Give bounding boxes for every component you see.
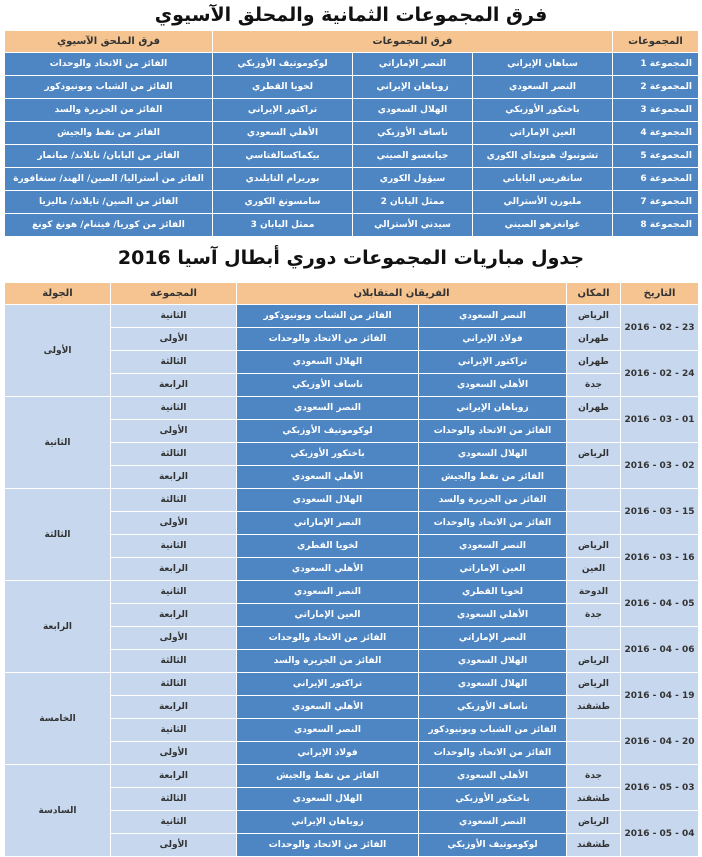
match-date: 2016 - 02 - 24	[621, 351, 699, 397]
match-away-team: النصر السعودي	[237, 397, 419, 420]
match-date: 2016 - 04 - 20	[621, 719, 699, 765]
match-venue: الرياض	[567, 811, 621, 834]
match-group: الأولى	[111, 834, 237, 857]
match-venue: الرياض	[567, 535, 621, 558]
match-round: السادسة	[5, 765, 111, 857]
match-home-team: النصر الإماراتي	[419, 627, 567, 650]
match-home-team: الأهلي السعودي	[419, 765, 567, 788]
group-row	[5, 145, 699, 168]
match-home-team: لخويا القطري	[419, 581, 567, 604]
match-date: 2016 - 03 - 01	[621, 397, 699, 443]
match-home-team: العين الإماراتي	[419, 558, 567, 581]
match-away-team: الهلال السعودي	[237, 351, 419, 374]
match-group: الثانية	[111, 397, 237, 420]
match-home-team: لوكوموتيف الأوزبكي	[419, 834, 567, 857]
groups-header-playoff: فرق الملحق الآسيوي	[5, 31, 213, 53]
match-away-team: الأهلي السعودي	[237, 558, 419, 581]
group-name: المجموعة 2	[613, 76, 699, 99]
match-home-team: الأهلي السعودي	[419, 604, 567, 627]
match-home-team: الهلال السعودي	[419, 443, 567, 466]
match-group: الثالثة	[111, 489, 237, 512]
match-row	[5, 397, 699, 420]
match-venue	[567, 420, 621, 443]
schedule-table	[4, 282, 699, 857]
match-group: الرابعة	[111, 696, 237, 719]
match-home-team: الفائز من الشباب وبونيودكور	[419, 719, 567, 742]
match-home-team: النصر السعودي	[419, 811, 567, 834]
group-playoff-team: الفائز من الصين/ تايلاند/ ماليزيا	[5, 191, 213, 214]
match-date: 2016 - 03 - 15	[621, 489, 699, 535]
match-away-team: زوباهان الإيراني	[237, 811, 419, 834]
match-group: الثالثة	[111, 351, 237, 374]
match-venue: طهران	[567, 328, 621, 351]
group-team: بيكماكسالفتاسي	[213, 145, 353, 168]
match-home-team: الفائز من الاتحاد والوحدات	[419, 512, 567, 535]
match-venue: الرياض	[567, 650, 621, 673]
match-date: 2016 - 04 - 06	[621, 627, 699, 673]
group-playoff-team: الفائز من كوريا/ فيتنام/ هونغ كونغ	[5, 214, 213, 237]
group-team: الأهلي السعودي	[213, 122, 353, 145]
group-team: تراكتور الإيراني	[213, 99, 353, 122]
groups-header-group: المجموعات	[613, 31, 699, 53]
group-row	[5, 191, 699, 214]
group-playoff-team: الفائز من الشباب وبونيودكور	[5, 76, 213, 99]
schedule-header-round: الجولة	[5, 283, 111, 305]
match-venue: العين	[567, 558, 621, 581]
match-venue: الدوحة	[567, 581, 621, 604]
match-away-team: الهلال السعودي	[237, 788, 419, 811]
match-date: 2016 - 05 - 04	[621, 811, 699, 857]
match-group: الثانية	[111, 811, 237, 834]
match-group: الأولى	[111, 420, 237, 443]
group-team: النصر الإماراتي	[353, 53, 473, 76]
match-group: الأولى	[111, 328, 237, 351]
groups-table	[4, 30, 699, 237]
match-row	[5, 305, 699, 328]
match-home-team: الفائز من الاتحاد والوحدات	[419, 742, 567, 765]
group-name: المجموعة 6	[613, 168, 699, 191]
match-round: الثالثة	[5, 489, 111, 581]
match-away-team: الفائز من الاتحاد والوحدات	[237, 627, 419, 650]
match-away-team: الأهلي السعودي	[237, 466, 419, 489]
match-venue: طهران	[567, 351, 621, 374]
match-home-team: الأهلي السعودي	[419, 374, 567, 397]
group-row	[5, 122, 699, 145]
match-row	[5, 673, 699, 696]
match-group: الرابعة	[111, 374, 237, 397]
match-venue	[567, 489, 621, 512]
match-group: الثانية	[111, 305, 237, 328]
match-venue	[567, 719, 621, 742]
match-away-team: الفائز من الجزيرة والسد	[237, 650, 419, 673]
match-date: 2016 - 05 - 03	[621, 765, 699, 811]
match-home-team: الهلال السعودي	[419, 650, 567, 673]
match-row	[5, 765, 699, 788]
group-team: سيؤول الكوري	[353, 168, 473, 191]
group-team: سانفريس الياباني	[473, 168, 613, 191]
match-home-team: تراكتور الإيراني	[419, 351, 567, 374]
match-group: الثانية	[111, 581, 237, 604]
match-venue: طشقند	[567, 834, 621, 857]
match-venue	[567, 627, 621, 650]
match-venue: جدة	[567, 604, 621, 627]
groups-header-teams: فرق المجموعات	[213, 31, 613, 53]
match-venue: جدة	[567, 765, 621, 788]
match-venue: طشقند	[567, 788, 621, 811]
group-team: جيانغسو الصيني	[353, 145, 473, 168]
group-playoff-team: الفائز من الاتحاد والوحدات	[5, 53, 213, 76]
match-group: الرابعة	[111, 604, 237, 627]
group-row	[5, 53, 699, 76]
schedule-title: جدول مباريات المجموعات دوري أبطال آسيا 2016	[117, 247, 585, 269]
group-team: العين الإماراتي	[473, 122, 613, 145]
match-group: الرابعة	[111, 466, 237, 489]
match-group: الثانية	[111, 719, 237, 742]
match-venue: الرياض	[567, 305, 621, 328]
group-row	[5, 168, 699, 191]
group-name: المجموعة 5	[613, 145, 699, 168]
group-team: باختكور الأوزبكي	[473, 99, 613, 122]
group-team: سباهان الإيراني	[473, 53, 613, 76]
group-team: سامسونغ الكوري	[213, 191, 353, 214]
match-date: 2016 - 02 - 23	[621, 305, 699, 351]
match-away-team: الفائز من الاتحاد والوحدات	[237, 328, 419, 351]
match-away-team: لخويا القطري	[237, 535, 419, 558]
match-away-team: الفائز من الشباب وبونيودكور	[237, 305, 419, 328]
group-name: المجموعة 4	[613, 122, 699, 145]
group-name: المجموعة 3	[613, 99, 699, 122]
match-venue: الرياض	[567, 443, 621, 466]
match-group: الأولى	[111, 742, 237, 765]
match-away-team: ناساف الأوزبكي	[237, 374, 419, 397]
group-row	[5, 76, 699, 99]
group-team: لوكوموتيف الأوزبكي	[213, 53, 353, 76]
group-team: لخويا القطري	[213, 76, 353, 99]
match-venue	[567, 512, 621, 535]
match-date: 2016 - 04 - 19	[621, 673, 699, 719]
schedule-header-row	[5, 283, 699, 305]
match-venue: الرياض	[567, 673, 621, 696]
match-group: الثانية	[111, 535, 237, 558]
match-away-team: لوكوموتيف الأوزبكي	[237, 420, 419, 443]
match-away-team: تراكتور الإيراني	[237, 673, 419, 696]
match-home-team: باختكور الأوزبكي	[419, 788, 567, 811]
match-group: الثالثة	[111, 650, 237, 673]
schedule-header-group: المجموعة	[111, 283, 237, 305]
match-away-team: باختكور الأوزبكي	[237, 443, 419, 466]
group-playoff-team: الفائز من الجزيرة والسد	[5, 99, 213, 122]
match-away-team: الهلال السعودي	[237, 489, 419, 512]
schedule-header-teams: الفريقان المتقابلان	[237, 283, 567, 305]
match-home-team: الهلال السعودي	[419, 673, 567, 696]
match-round: الأولى	[5, 305, 111, 397]
groups-header-row	[5, 31, 699, 53]
match-group: الثالثة	[111, 788, 237, 811]
match-group: الرابعة	[111, 558, 237, 581]
match-round: الخامسة	[5, 673, 111, 765]
match-home-team: ناساف الأوزبكي	[419, 696, 567, 719]
group-team: تشونبوك هيونداي الكوري	[473, 145, 613, 168]
match-group: الأولى	[111, 512, 237, 535]
match-round: الثانية	[5, 397, 111, 489]
group-playoff-team: الفائز من اليابان/ تايلاند/ ميانمار	[5, 145, 213, 168]
match-home-team: فولاذ الإيراني	[419, 328, 567, 351]
match-row	[5, 489, 699, 512]
group-name: المجموعة 7	[613, 191, 699, 214]
match-date: 2016 - 03 - 16	[621, 535, 699, 581]
match-away-team: النصر الإماراتي	[237, 512, 419, 535]
match-venue	[567, 742, 621, 765]
group-team: زوباهان الإيراني	[353, 76, 473, 99]
match-group: الثالثة	[111, 673, 237, 696]
group-team: غوانغزهو الصيني	[473, 214, 613, 237]
match-row	[5, 581, 699, 604]
match-away-team: فولاذ الإيراني	[237, 742, 419, 765]
schedule-header-venue: المكان	[567, 283, 621, 305]
match-group: الأولى	[111, 627, 237, 650]
groups-title: فرق المجموعات الثمانية والمحلق الآسيوي	[154, 4, 548, 26]
match-home-team: الفائز من الاتحاد والوحدات	[419, 420, 567, 443]
match-away-team: النصر السعودي	[237, 719, 419, 742]
group-playoff-team: الفائز من نفط والجيش	[5, 122, 213, 145]
group-name: المجموعة 1	[613, 53, 699, 76]
match-away-team: العين الإماراتي	[237, 604, 419, 627]
match-away-team: النصر السعودي	[237, 581, 419, 604]
schedule-header-date: التاريخ	[621, 283, 699, 305]
match-venue: جدة	[567, 374, 621, 397]
group-team: النصر السعودي	[473, 76, 613, 99]
group-team: ممثل اليابان 2	[353, 191, 473, 214]
match-group: الثالثة	[111, 443, 237, 466]
match-away-team: الأهلي السعودي	[237, 696, 419, 719]
group-team: سيدني الأسترالي	[353, 214, 473, 237]
group-team: الهلال السعودي	[353, 99, 473, 122]
group-team: ملبورن الأسترالي	[473, 191, 613, 214]
match-date: 2016 - 04 - 05	[621, 581, 699, 627]
match-venue	[567, 466, 621, 489]
match-round: الرابعة	[5, 581, 111, 673]
match-home-team: الفائز من نفط والجيش	[419, 466, 567, 489]
match-away-team: الفائز من الاتحاد والوحدات	[237, 834, 419, 857]
group-name: المجموعة 8	[613, 214, 699, 237]
match-home-team: النصر السعودي	[419, 535, 567, 558]
match-home-team: الفائز من الجزيرة والسد	[419, 489, 567, 512]
match-home-team: النصر السعودي	[419, 305, 567, 328]
group-team: ممثل اليابان 3	[213, 214, 353, 237]
match-date: 2016 - 03 - 02	[621, 443, 699, 489]
group-team: بوريرام التايلندي	[213, 168, 353, 191]
match-venue: طشقند	[567, 696, 621, 719]
match-group: الرابعة	[111, 765, 237, 788]
group-row	[5, 214, 699, 237]
group-team: ناساف الأوزبكي	[353, 122, 473, 145]
match-home-team: زوباهان الإيراني	[419, 397, 567, 420]
match-away-team: الفائز من نفط والجيش	[237, 765, 419, 788]
group-playoff-team: الفائز من أستراليا/ الصين/ الهند/ سنغافورة	[5, 168, 213, 191]
match-venue: طهران	[567, 397, 621, 420]
group-row	[5, 99, 699, 122]
